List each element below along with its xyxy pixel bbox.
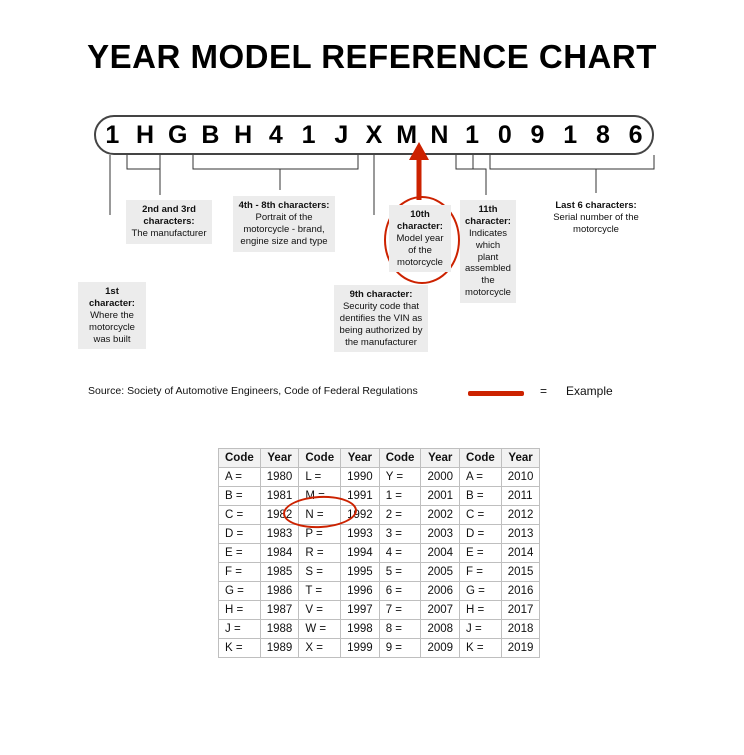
callout-9th-character — [334, 285, 428, 352]
cell-year: 1982 — [260, 506, 299, 525]
cell-year: 2015 — [501, 563, 540, 582]
legend-equals-sign: = — [540, 384, 548, 398]
cell-code: J = — [460, 620, 502, 639]
cell-year: 2018 — [501, 620, 540, 639]
cell-code: W = — [299, 620, 341, 639]
cell-year: 1997 — [341, 601, 380, 620]
vin-char: G — [168, 120, 188, 149]
vin-char: 0 — [497, 120, 512, 149]
callout-heading: 11th character: — [465, 204, 511, 227]
cell-code: J = — [219, 620, 261, 639]
cell-code: F = — [460, 563, 502, 582]
callout-body: The manufacturer — [131, 227, 207, 239]
cell-year: 2003 — [421, 525, 460, 544]
callout-4th-8th-characters — [233, 196, 335, 252]
vin-char: B — [201, 120, 220, 149]
cell-year: 2010 — [501, 468, 540, 487]
page-title: YEAR MODEL REFERENCE CHART — [87, 38, 657, 75]
cell-year: 2002 — [421, 506, 460, 525]
legend-example-label: Example — [566, 384, 613, 398]
table-row — [219, 487, 540, 506]
cell-year: 2000 — [421, 468, 460, 487]
cell-year: 2008 — [421, 620, 460, 639]
cell-year: 1984 — [260, 544, 299, 563]
callout-body: Model year of the motorcycle — [396, 232, 444, 268]
cell-code: B = — [219, 487, 261, 506]
vin-char: 8 — [595, 120, 610, 149]
vin-char: H — [136, 120, 155, 149]
callout-heading: Last 6 characters: — [555, 200, 637, 211]
vin-char: M — [396, 120, 418, 149]
cell-code: P = — [299, 525, 341, 544]
cell-year: 2004 — [421, 544, 460, 563]
cell-code: K = — [460, 639, 502, 658]
cell-code: D = — [219, 525, 261, 544]
table-body — [219, 468, 540, 658]
cell-code: X = — [299, 639, 341, 658]
cell-code: H = — [460, 601, 502, 620]
cell-year: 2006 — [421, 582, 460, 601]
callout-heading: 4th - 8th characters: — [238, 200, 330, 211]
callout-body: Serial number of the motorcycle — [553, 211, 639, 235]
cell-code: E = — [219, 544, 261, 563]
callout-last-6-characters — [546, 196, 646, 240]
cell-year-highlighted: 1991 — [341, 487, 380, 506]
cell-code: 1 = — [379, 487, 421, 506]
table-row — [219, 525, 540, 544]
legend-example-dash-icon — [468, 391, 524, 396]
cell-code: N = — [299, 506, 341, 525]
cell-code: B = — [460, 487, 502, 506]
cell-code: C = — [460, 506, 502, 525]
cell-code: G = — [460, 582, 502, 601]
cell-year: 1980 — [260, 468, 299, 487]
cell-code: G = — [219, 582, 261, 601]
code-year-table-wrap — [218, 448, 540, 658]
table-header-row — [219, 449, 540, 468]
cell-year: 2011 — [501, 487, 540, 506]
cell-code: S = — [299, 563, 341, 582]
cell-code: K = — [219, 639, 261, 658]
vin-char: 1 — [563, 120, 578, 149]
column-header: Code — [460, 449, 502, 468]
cell-year: 1993 — [341, 525, 380, 544]
cell-code: R = — [299, 544, 341, 563]
cell-code: 6 = — [379, 582, 421, 601]
table-row — [219, 468, 540, 487]
cell-year: 1992 — [341, 506, 380, 525]
callout-heading: 10th character: — [397, 209, 443, 232]
column-header: Year — [421, 449, 460, 468]
cell-code: A = — [460, 468, 502, 487]
cell-code: E = — [460, 544, 502, 563]
column-header: Year — [341, 449, 380, 468]
source-note: Source: Society of Automotive Engineers, Code of Federal Regulations — [88, 385, 418, 397]
cell-year: 1999 — [341, 639, 380, 658]
cell-year: 1995 — [341, 563, 380, 582]
vin-box — [94, 115, 654, 155]
cell-code: D = — [460, 525, 502, 544]
table-row — [219, 506, 540, 525]
cell-code: 8 = — [379, 620, 421, 639]
vin-char: 1 — [105, 120, 120, 149]
column-header: Code — [219, 449, 261, 468]
table-row — [219, 620, 540, 639]
vin-strip — [94, 115, 654, 155]
cell-code-highlighted: M = — [299, 487, 341, 506]
table-row — [219, 601, 540, 620]
cell-year: 2001 — [421, 487, 460, 506]
vin-char: X — [365, 120, 383, 149]
cell-year: 1987 — [260, 601, 299, 620]
cell-year: 1990 — [341, 468, 380, 487]
cell-year: 2014 — [501, 544, 540, 563]
column-header: Code — [379, 449, 421, 468]
column-header: Year — [501, 449, 540, 468]
vin-char: 1 — [465, 120, 480, 149]
cell-code: C = — [219, 506, 261, 525]
cell-year: 1983 — [260, 525, 299, 544]
cell-year: 2005 — [421, 563, 460, 582]
table-row — [219, 544, 540, 563]
cell-code: H = — [219, 601, 261, 620]
vin-char: J — [334, 120, 349, 149]
vin-char: N — [430, 120, 449, 149]
cell-year: 1981 — [260, 487, 299, 506]
cell-code: L = — [299, 468, 341, 487]
cell-code: T = — [299, 582, 341, 601]
cell-year: 2013 — [501, 525, 540, 544]
table-row — [219, 582, 540, 601]
example-arrow-icon — [407, 142, 431, 200]
callout-11th-character — [460, 200, 516, 303]
cell-year: 1989 — [260, 639, 299, 658]
cell-year: 1994 — [341, 544, 380, 563]
cell-year: 1998 — [341, 620, 380, 639]
cell-code: Y = — [379, 468, 421, 487]
column-header: Code — [299, 449, 341, 468]
cell-code: 9 = — [379, 639, 421, 658]
cell-year: 2012 — [501, 506, 540, 525]
cell-year: 1996 — [341, 582, 380, 601]
cell-code: A = — [219, 468, 261, 487]
cell-year: 1986 — [260, 582, 299, 601]
vin-char: H — [234, 120, 253, 149]
callout-body: Security code that dentifies the VIN as being authorized by the manufacturer — [339, 300, 423, 348]
vin-char: 1 — [301, 120, 316, 149]
callout-body: Portrait of the motorcycle - brand, engine size and type — [240, 211, 328, 247]
column-header: Year — [260, 449, 299, 468]
cell-code: 2 = — [379, 506, 421, 525]
callout-10th-character — [389, 205, 451, 272]
cell-year: 1988 — [260, 620, 299, 639]
vin-char: 9 — [530, 120, 545, 149]
cell-year: 2017 — [501, 601, 540, 620]
callout-heading: 1st character: — [89, 286, 135, 309]
callout-1st-character — [78, 282, 146, 349]
code-year-table — [218, 448, 540, 658]
callout-body: Where the motorcycle was built — [89, 309, 135, 345]
cell-code: F = — [219, 563, 261, 582]
cell-year: 2007 — [421, 601, 460, 620]
table-row — [219, 563, 540, 582]
vin-char: 4 — [268, 120, 283, 149]
cell-code: 3 = — [379, 525, 421, 544]
cell-year: 2016 — [501, 582, 540, 601]
cell-code: V = — [299, 601, 341, 620]
callout-heading: 2nd and 3rd characters: — [142, 204, 196, 227]
cell-year: 1985 — [260, 563, 299, 582]
callout-heading: 9th character: — [349, 289, 413, 300]
vin-char: 6 — [628, 120, 643, 149]
table-row — [219, 639, 540, 658]
cell-code: 7 = — [379, 601, 421, 620]
callout-2nd-3rd-characters — [126, 200, 212, 244]
cell-code: 5 = — [379, 563, 421, 582]
cell-code: 4 = — [379, 544, 421, 563]
callout-body: Indicates which plant assembled the motorcycle — [465, 227, 511, 299]
cell-year: 2019 — [501, 639, 540, 658]
cell-year: 2009 — [421, 639, 460, 658]
